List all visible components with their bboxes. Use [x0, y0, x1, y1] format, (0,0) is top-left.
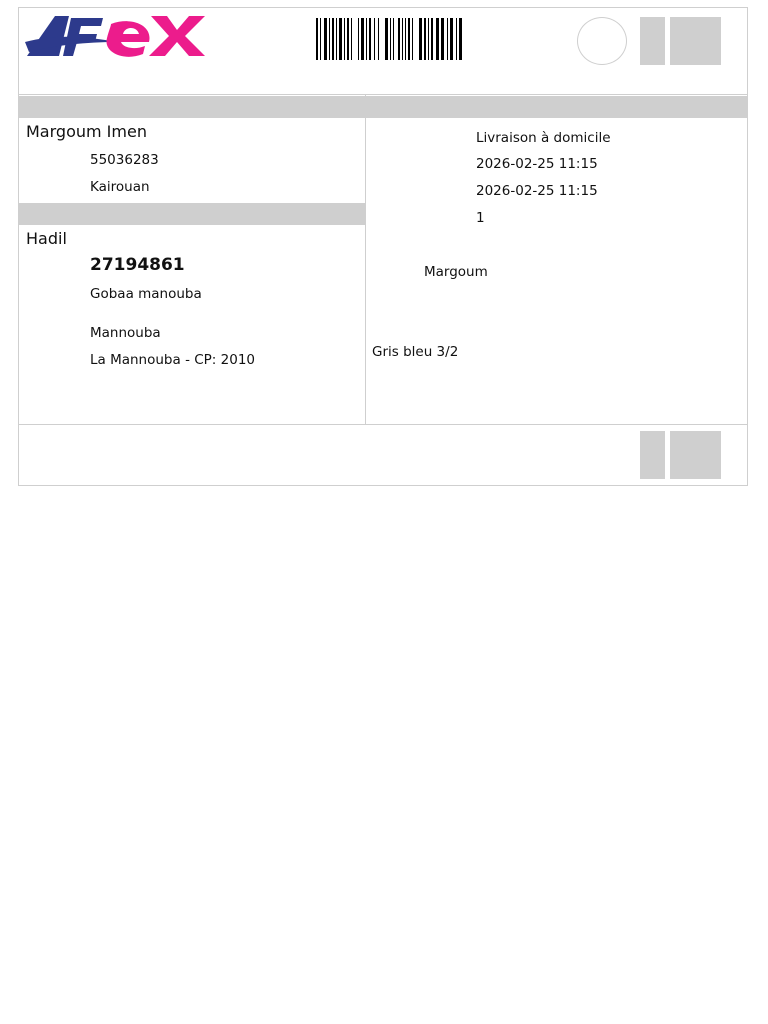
stamp-circle — [577, 17, 627, 65]
recipient-address: Gobaa manouba — [90, 286, 202, 302]
sender-section-bar — [19, 96, 365, 118]
recipient-phone: 27194861 — [90, 255, 185, 275]
recipient-name: Hadil — [26, 229, 67, 248]
recipient-city: Mannouba — [90, 325, 161, 341]
sender-phone: 55036283 — [90, 152, 159, 168]
package-description: Gris bleu 3/2 — [372, 344, 459, 360]
label-header — [19, 8, 747, 95]
date-updated: 2026-02-25 11:15 — [476, 183, 598, 199]
date-created: 2026-02-25 11:15 — [476, 156, 598, 172]
placeholder-box — [640, 431, 665, 479]
recipient-region-postal: La Mannouba - CP: 2010 — [90, 352, 255, 368]
reference: Margoum — [424, 264, 488, 280]
shipment-column — [366, 94, 747, 424]
address-column — [19, 94, 366, 424]
placeholder-box — [640, 17, 665, 65]
label-footer — [19, 424, 747, 487]
afex-logo — [25, 12, 205, 60]
sender-name: Margoum Imen — [26, 122, 147, 141]
quantity: 1 — [476, 210, 485, 226]
sender-city: Kairouan — [90, 179, 150, 195]
placeholder-box — [670, 17, 721, 65]
shipment-section-bar — [366, 96, 747, 118]
delivery-type: Livraison à domicile — [476, 130, 611, 146]
placeholder-box — [670, 431, 721, 479]
barcode — [316, 18, 466, 60]
recipient-section-bar — [19, 203, 365, 225]
shipping-label — [18, 7, 748, 486]
